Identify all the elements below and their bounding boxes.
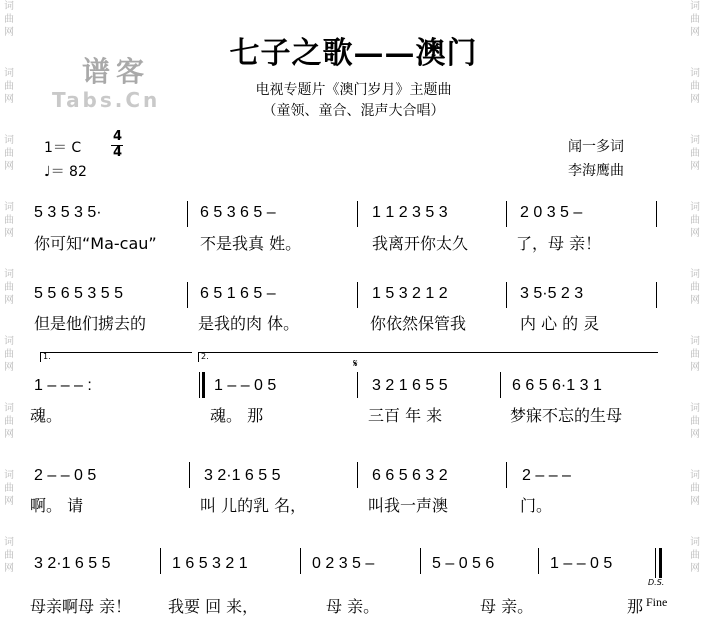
measure-notes: 1 1 2 3 5 3	[372, 204, 448, 221]
final-barline-thick	[659, 548, 662, 578]
barline	[420, 548, 421, 574]
measure-lyrics: 梦寐不忘的生母	[510, 406, 623, 425]
measure-lyrics: 母 亲。	[326, 597, 380, 616]
time-signature-top: 4	[113, 129, 123, 144]
barline	[300, 548, 301, 574]
measure-notes: 5 – 0 5 6	[432, 555, 495, 572]
barline	[357, 462, 358, 488]
watermark-text: 词曲网	[4, 403, 14, 440]
measure-lyrics: 门。	[520, 496, 553, 515]
watermark-text: 词曲网	[690, 269, 700, 306]
barline	[357, 282, 358, 308]
measure-notes: 3 2·1 6 5 5	[204, 467, 281, 484]
measure-lyrics: 母 亲。	[480, 597, 534, 616]
measure-notes: 1 5 3 2 1 2	[372, 285, 448, 302]
barline	[506, 282, 507, 308]
barline	[506, 462, 507, 488]
watermark-text: 词曲网	[690, 537, 700, 574]
measure-lyrics: 我离开你太久	[372, 234, 469, 253]
measure-notes: 3 2·1 6 5 5	[34, 555, 111, 572]
measure-notes: 6 6 5 6·1 3 1	[512, 377, 602, 394]
watermark-text: 词曲网	[690, 1, 700, 38]
measure-notes: 2 0 3 5 –	[520, 204, 583, 221]
measure-notes: 5 5 6 5 3 5 5	[34, 285, 123, 302]
barline	[199, 372, 200, 398]
segno-sign: 𝄋	[353, 357, 358, 370]
measure-notes: 3 5·5 2 3	[520, 285, 584, 302]
measure-notes: 6 6 5 6 3 2	[372, 467, 448, 484]
measure-lyrics: 那	[627, 597, 644, 616]
measure-notes: 6 5 1 6 5 –	[200, 285, 276, 302]
watermark-text: 词曲网	[690, 68, 700, 105]
watermark-text: 词曲网	[4, 336, 14, 373]
watermark-text: 词曲网	[4, 202, 14, 239]
watermark-text: 词曲网	[690, 202, 700, 239]
watermark-text: 词曲网	[4, 470, 14, 507]
volta-bracket-1-hook	[40, 352, 41, 362]
barline	[656, 282, 657, 308]
measure-lyrics: 但是他们掳去的	[34, 314, 147, 333]
volta-bracket-1	[40, 352, 192, 353]
watermark-text: 词曲网	[690, 336, 700, 373]
logo-watermark: 谱客	[82, 55, 151, 88]
volta-bracket-2-hook	[198, 352, 199, 362]
lyricist-credit: 闻一多词	[568, 139, 624, 155]
measure-notes: 1 – – 0 5	[550, 555, 613, 572]
time-signature-bottom: 4	[113, 145, 123, 160]
barline	[187, 201, 188, 227]
measure-lyrics: 你可知“Ma-cau”	[34, 234, 157, 253]
measure-notes: 2 – – 0 5	[34, 467, 97, 484]
barline	[656, 201, 657, 227]
barline	[187, 282, 188, 308]
watermark-text: 词曲网	[4, 269, 14, 306]
measure-lyrics: 是我的肉 体。	[198, 314, 300, 333]
key-signature: 1＝ C	[44, 140, 82, 156]
watermark-text: 词曲网	[4, 537, 14, 574]
barline	[189, 462, 190, 488]
song-subtitle: 电视专题片《澳门岁月》主题曲	[255, 82, 452, 98]
ds-marking: D.S.	[648, 578, 665, 587]
measure-lyrics: 啊。 请	[30, 496, 84, 515]
logo-watermark-en: Tabs.Cn	[52, 88, 161, 112]
volta-bracket-2	[198, 352, 658, 353]
watermark-text: 词曲网	[690, 403, 700, 440]
watermark-text: 词曲网	[4, 135, 14, 172]
watermark-text: 词曲网	[4, 68, 14, 105]
measure-lyrics: 了，母 亲！	[516, 234, 602, 253]
measure-notes: 0 2 3 5 –	[312, 555, 375, 572]
measure-lyrics: 魂。 那	[210, 406, 264, 425]
measure-notes: 5 3 5 3 5·	[34, 204, 102, 221]
watermark-text: 词曲网	[4, 1, 14, 38]
barline	[357, 372, 358, 398]
volta-1-label: 1.	[43, 352, 51, 361]
song-performance-note: （童领、童合、混声大合唱）	[262, 103, 445, 119]
measure-lyrics: 母亲啊母 亲！	[30, 597, 132, 616]
measure-lyrics: 叫我一声澳	[368, 496, 449, 515]
measure-lyrics: 你依然保管我	[370, 314, 467, 333]
watermark-text: 词曲网	[690, 135, 700, 172]
song-title: 七子之歌——澳门	[229, 36, 478, 71]
measure-lyrics: 三百 年 来	[368, 406, 443, 425]
measure-lyrics: 内 心 的 灵	[520, 314, 600, 333]
final-barline-thin	[655, 548, 656, 578]
barline	[160, 548, 161, 574]
measure-notes: 3 2 1 6 5 5	[372, 377, 448, 394]
measure-lyrics: 我要 回 来，	[168, 597, 259, 616]
measure-lyrics: 叫 儿的乳 名，	[200, 496, 307, 515]
barline	[500, 372, 501, 398]
measure-notes: 1 – – 0 5	[214, 377, 277, 394]
repeat-barline	[202, 372, 205, 398]
measure-lyrics: 魂。	[30, 406, 63, 425]
barline	[506, 201, 507, 227]
watermark-text: 词曲网	[690, 470, 700, 507]
barline	[357, 201, 358, 227]
tempo-marking: ♩＝ 82	[44, 164, 87, 180]
barline	[538, 548, 539, 574]
measure-lyrics: 不是我真 姓。	[200, 234, 302, 253]
measure-notes: 1 6 5 3 2 1	[172, 555, 248, 572]
fine-marking: Fine	[646, 595, 668, 609]
measure-notes: 2 – – –	[522, 467, 571, 484]
measure-notes: 6 5 3 6 5 –	[200, 204, 276, 221]
composer-credit: 李海鹰曲	[568, 163, 624, 179]
measure-notes: 1 – – – :	[34, 377, 92, 394]
volta-2-label: 2.	[201, 352, 209, 361]
